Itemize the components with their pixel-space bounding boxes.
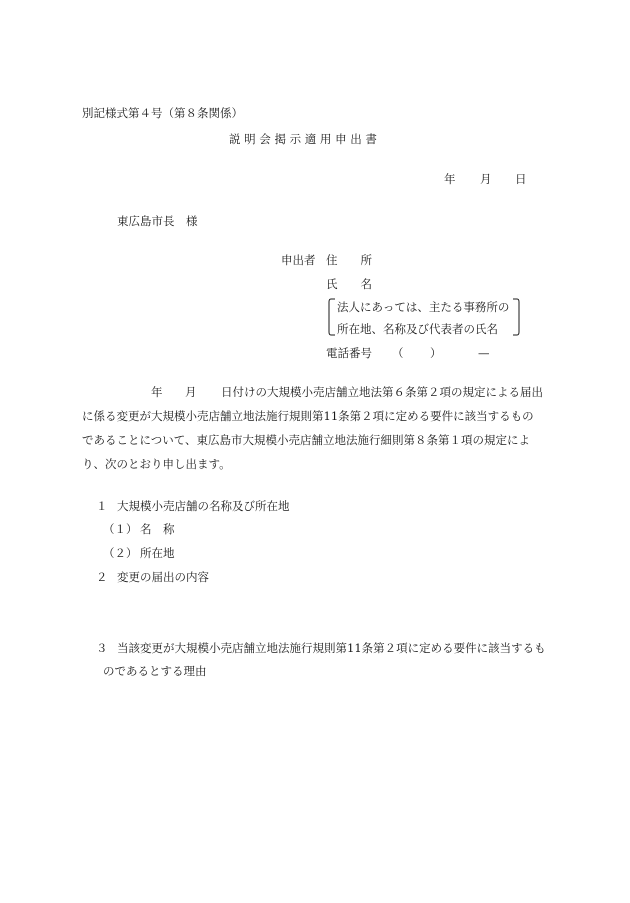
sub-item-1-number: （１） [103, 522, 138, 536]
item-2-number: ２ [96, 570, 108, 584]
addressee: 東広島市長 様 [117, 214, 198, 228]
name-label: 氏 名 [326, 277, 372, 291]
sub-item-1-text: 名 称 [140, 522, 175, 536]
item-3-line-2: のであるとする理由 [103, 664, 207, 678]
phone-label: 電話番号 [326, 346, 372, 360]
right-bracket-icon [512, 298, 520, 336]
phone-paren-close: ） [430, 346, 442, 360]
applicant-note-line2: 所在地、名称及び代表者の氏名 [337, 322, 498, 336]
applicant-note-line1: 法人にあっては、主たる事務所の [337, 300, 510, 314]
body-line-1: 日付けの大規模小売店舗立地法第６条第２項の規定による届出 [221, 385, 543, 399]
phone-paren-open: （ [392, 346, 404, 360]
sub-item-2-number: （２） [103, 546, 138, 560]
body-month: 月 [185, 385, 197, 399]
item-2-text: 変更の届出の内容 [117, 570, 209, 584]
item-1-text: 大規模小売店舗の名称及び所在地 [117, 499, 290, 513]
item-3-number: ３ [96, 641, 108, 655]
body-line-4: り、次のとおり申し出ます。 [82, 457, 231, 471]
item-1-number: １ [96, 499, 108, 513]
form-label: 別記様式第４号（第８条関係） [82, 106, 243, 120]
left-bracket-icon [328, 298, 336, 336]
body-line-2: に係る変更が大規模小売店舗立地法施行規則第11条第２項に定める要件に該当するもの [82, 409, 534, 423]
item-3-line-1: 当該変更が大規模小売店舗立地法施行規則第11条第２項に定める要件に該当するも [117, 641, 546, 655]
sub-item-2-text: 所在地 [140, 546, 175, 560]
date-day: 日 [515, 172, 527, 186]
date-year: 年 [444, 172, 456, 186]
address-label: 住 所 [326, 253, 372, 267]
document-title: 説 明 会 掲 示 適 用 申 出 書 [229, 132, 377, 146]
applicant-label: 申出者 [281, 253, 316, 267]
phone-dash: — [478, 346, 490, 360]
date-month: 月 [480, 172, 492, 186]
body-line-3: であることについて、東広島市大規模小売店舗立地法施行細則第８条第１項の規定によ [82, 433, 531, 447]
body-year: 年 [151, 385, 163, 399]
